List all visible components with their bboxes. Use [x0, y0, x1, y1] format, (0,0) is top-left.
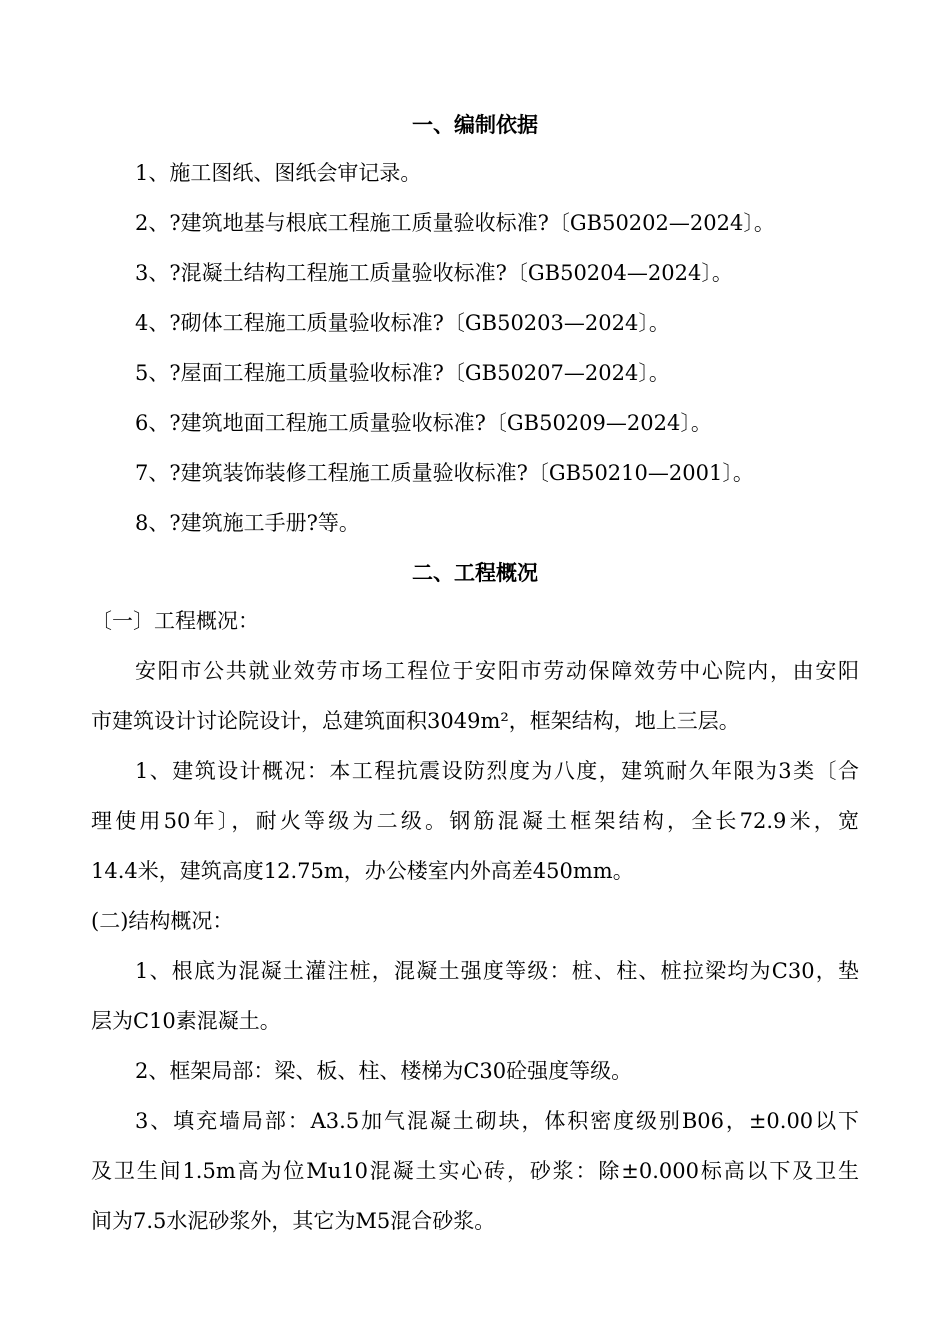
basis-item-2: 2、?建筑地基与根底工程施工质量验收标准?〔GB50202—2024〕。: [135, 211, 775, 235]
basis-item-7: 7、?建筑装饰装修工程施工质量验收标准?〔GB50210—2001〕。: [135, 461, 754, 485]
structure-1-line-1: 1、根底为混凝土灌注桩，混凝土强度等级：桩、柱、桩拉梁均为C30，垫: [135, 959, 859, 983]
basis-item-3: 3、?混凝土结构工程施工质量验收标准?〔GB50204—2024〕。: [135, 261, 733, 285]
subsection-1-title: 〔一〕工程概况：: [91, 609, 259, 633]
overview-line-1: 安阳市公共就业效劳市场工程位于安阳市劳动保障效劳中心院内，由安阳: [135, 659, 859, 683]
overview-line-2: 市建筑设计讨论院设计，总建筑面积3049m²，框架结构，地上三层。: [91, 709, 740, 733]
structure-3-line-1: 3、填充墙局部：A3.5加气混凝土砌块，体积密度级别B06，±0.00以下: [135, 1109, 859, 1133]
basis-item-4: 4、?砌体工程施工质量验收标准?〔GB50203—2024〕。: [135, 311, 670, 335]
structure-3-line-3: 间为7.5水泥砂浆外，其它为M5混合砂浆。: [91, 1209, 496, 1233]
section-2-title: 二、工程概况: [412, 561, 538, 585]
section-1-title: 一、编制依据: [412, 113, 538, 137]
design-line-2: 理使用50年〕，耐火等级为二级。钢筋混凝土框架结构，全长72.9米，宽: [91, 809, 859, 833]
subsection-2-title: (二)结构概况：: [91, 909, 234, 933]
basis-item-8: 8、?建筑施工手册?等。: [135, 511, 360, 535]
structure-1-line-2: 层为C10素混凝土。: [91, 1009, 281, 1033]
structure-2-line: 2、框架局部：梁、板、柱、楼梯为C30砼强度等级。: [135, 1059, 633, 1083]
design-line-1: 1、建筑设计概况：本工程抗震设防烈度为八度，建筑耐久年限为3类〔合: [135, 759, 859, 783]
design-line-3: 14.4米，建筑高度12.75m，办公楼室内外高差450mm。: [91, 859, 634, 883]
basis-item-6: 6、?建筑地面工程施工质量验收标准?〔GB50209—2024〕。: [135, 411, 712, 435]
basis-item-5: 5、?屋面工程施工质量验收标准?〔GB50207—2024〕。: [135, 361, 670, 385]
structure-3-line-2: 及卫生间1.5m高为位Mu10混凝土实心砖，砂浆：除±0.000标高以下及卫生: [91, 1159, 859, 1183]
basis-item-1: 1、施工图纸、图纸会审记录。: [135, 161, 422, 185]
